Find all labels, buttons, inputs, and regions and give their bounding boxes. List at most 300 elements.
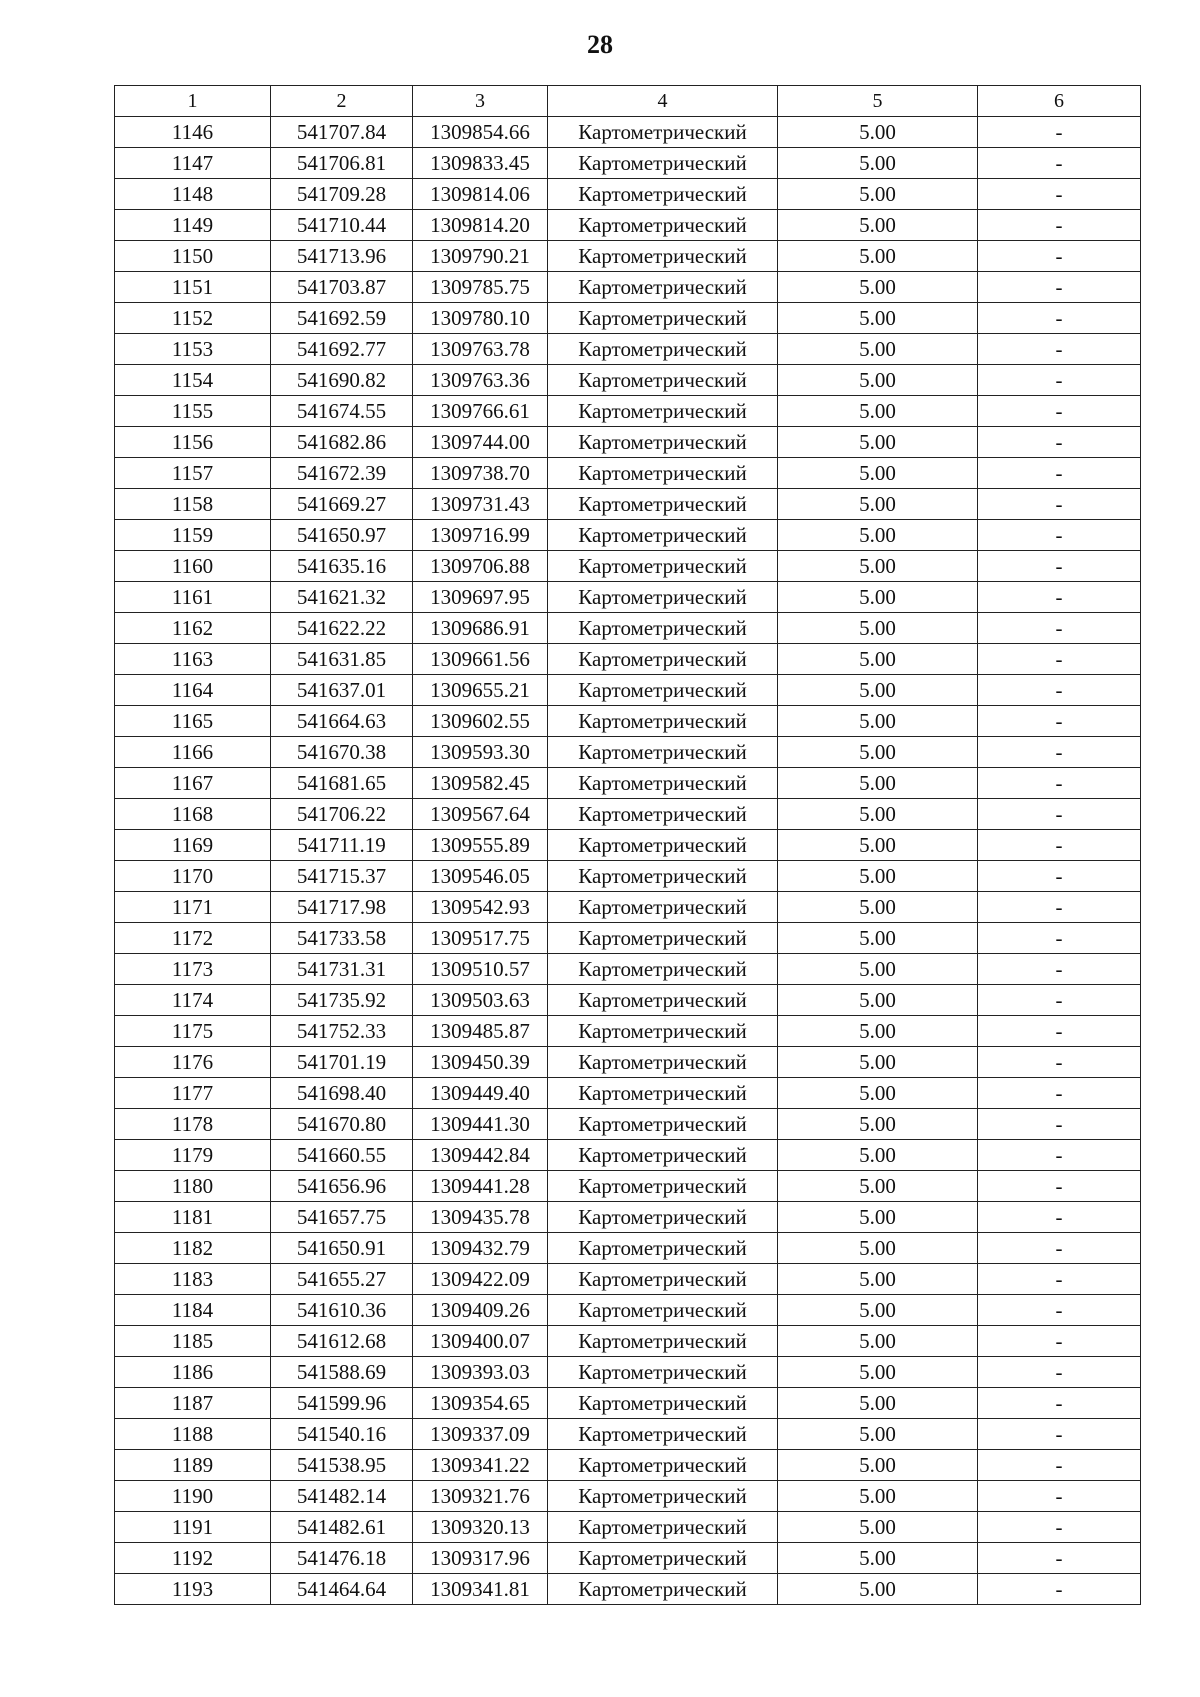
method-cell: Картометрический <box>548 334 778 365</box>
accuracy-cell: 5.00 <box>778 1543 978 1574</box>
point-number-cell: 1179 <box>115 1140 271 1171</box>
method-cell: Картометрический <box>548 737 778 768</box>
y-coordinate-cell: 1309567.64 <box>413 799 548 830</box>
x-coordinate-cell: 541476.18 <box>271 1543 413 1574</box>
method-cell: Картометрический <box>548 303 778 334</box>
note-cell: - <box>978 1388 1141 1419</box>
method-cell: Картометрический <box>548 1140 778 1171</box>
note-cell: - <box>978 613 1141 644</box>
accuracy-cell: 5.00 <box>778 241 978 272</box>
x-coordinate-cell: 541711.19 <box>271 830 413 861</box>
method-cell: Картометрический <box>548 520 778 551</box>
method-cell: Картометрический <box>548 489 778 520</box>
x-coordinate-cell: 541709.28 <box>271 179 413 210</box>
x-coordinate-cell: 541656.96 <box>271 1171 413 1202</box>
point-number-cell: 1171 <box>115 892 271 923</box>
y-coordinate-cell: 1309593.30 <box>413 737 548 768</box>
method-cell: Картометрический <box>548 1016 778 1047</box>
x-coordinate-cell: 541717.98 <box>271 892 413 923</box>
note-cell: - <box>978 334 1141 365</box>
y-coordinate-cell: 1309317.96 <box>413 1543 548 1574</box>
note-cell: - <box>978 458 1141 489</box>
accuracy-cell: 5.00 <box>778 706 978 737</box>
method-cell: Картометрический <box>548 179 778 210</box>
method-cell: Картометрический <box>548 117 778 148</box>
y-coordinate-cell: 1309766.61 <box>413 396 548 427</box>
table-row <box>115 241 1141 272</box>
note-cell: - <box>978 1295 1141 1326</box>
note-cell: - <box>978 861 1141 892</box>
header-cell-1: 1 <box>115 86 271 117</box>
note-cell: - <box>978 241 1141 272</box>
accuracy-cell: 5.00 <box>778 1512 978 1543</box>
x-coordinate-cell: 541621.32 <box>271 582 413 613</box>
table-row <box>115 1264 1141 1295</box>
point-number-cell: 1184 <box>115 1295 271 1326</box>
coordinates-table <box>114 85 1141 1605</box>
note-cell: - <box>978 520 1141 551</box>
x-coordinate-cell: 541682.86 <box>271 427 413 458</box>
table-row <box>115 1109 1141 1140</box>
accuracy-cell: 5.00 <box>778 1419 978 1450</box>
accuracy-cell: 5.00 <box>778 179 978 210</box>
x-coordinate-cell: 541610.36 <box>271 1295 413 1326</box>
table-row <box>115 272 1141 303</box>
point-number-cell: 1182 <box>115 1233 271 1264</box>
point-number-cell: 1172 <box>115 923 271 954</box>
x-coordinate-cell: 541655.27 <box>271 1264 413 1295</box>
header-cell-2: 2 <box>271 86 413 117</box>
y-coordinate-cell: 1309400.07 <box>413 1326 548 1357</box>
y-coordinate-cell: 1309655.21 <box>413 675 548 706</box>
accuracy-cell: 5.00 <box>778 303 978 334</box>
method-cell: Картометрический <box>548 1326 778 1357</box>
x-coordinate-cell: 541588.69 <box>271 1357 413 1388</box>
point-number-cell: 1162 <box>115 613 271 644</box>
point-number-cell: 1151 <box>115 272 271 303</box>
note-cell: - <box>978 1357 1141 1388</box>
table-row <box>115 1388 1141 1419</box>
accuracy-cell: 5.00 <box>778 148 978 179</box>
accuracy-cell: 5.00 <box>778 520 978 551</box>
point-number-cell: 1188 <box>115 1419 271 1450</box>
note-cell: - <box>978 985 1141 1016</box>
x-coordinate-cell: 541637.01 <box>271 675 413 706</box>
table-row <box>115 179 1141 210</box>
note-cell: - <box>978 1047 1141 1078</box>
accuracy-cell: 5.00 <box>778 737 978 768</box>
x-coordinate-cell: 541706.22 <box>271 799 413 830</box>
method-cell: Картометрический <box>548 458 778 489</box>
y-coordinate-cell: 1309517.75 <box>413 923 548 954</box>
x-coordinate-cell: 541670.38 <box>271 737 413 768</box>
table-row <box>115 210 1141 241</box>
method-cell: Картометрический <box>548 799 778 830</box>
table-row <box>115 334 1141 365</box>
method-cell: Картометрический <box>548 1233 778 1264</box>
accuracy-cell: 5.00 <box>778 1295 978 1326</box>
y-coordinate-cell: 1309435.78 <box>413 1202 548 1233</box>
y-coordinate-cell: 1309341.81 <box>413 1574 548 1605</box>
point-number-cell: 1193 <box>115 1574 271 1605</box>
table-row <box>115 892 1141 923</box>
y-coordinate-cell: 1309503.63 <box>413 985 548 1016</box>
point-number-cell: 1178 <box>115 1109 271 1140</box>
note-cell: - <box>978 1481 1141 1512</box>
y-coordinate-cell: 1309744.00 <box>413 427 548 458</box>
table-row <box>115 1233 1141 1264</box>
method-cell: Картометрический <box>548 1481 778 1512</box>
y-coordinate-cell: 1309442.84 <box>413 1140 548 1171</box>
method-cell: Картометрический <box>548 613 778 644</box>
table-row <box>115 1047 1141 1078</box>
header-row <box>115 86 1141 117</box>
table-row <box>115 427 1141 458</box>
point-number-cell: 1176 <box>115 1047 271 1078</box>
y-coordinate-cell: 1309432.79 <box>413 1233 548 1264</box>
table-row <box>115 458 1141 489</box>
accuracy-cell: 5.00 <box>778 892 978 923</box>
note-cell: - <box>978 1109 1141 1140</box>
accuracy-cell: 5.00 <box>778 675 978 706</box>
method-cell: Картометрический <box>548 365 778 396</box>
accuracy-cell: 5.00 <box>778 1481 978 1512</box>
x-coordinate-cell: 541650.97 <box>271 520 413 551</box>
x-coordinate-cell: 541752.33 <box>271 1016 413 1047</box>
accuracy-cell: 5.00 <box>778 1016 978 1047</box>
accuracy-cell: 5.00 <box>778 830 978 861</box>
note-cell: - <box>978 1078 1141 1109</box>
y-coordinate-cell: 1309716.99 <box>413 520 548 551</box>
accuracy-cell: 5.00 <box>778 1109 978 1140</box>
note-cell: - <box>978 644 1141 675</box>
note-cell: - <box>978 117 1141 148</box>
method-cell: Картометрический <box>548 1450 778 1481</box>
x-coordinate-cell: 541650.91 <box>271 1233 413 1264</box>
table-row <box>115 1357 1141 1388</box>
point-number-cell: 1156 <box>115 427 271 458</box>
x-coordinate-cell: 541612.68 <box>271 1326 413 1357</box>
method-cell: Картометрический <box>548 644 778 675</box>
y-coordinate-cell: 1309814.06 <box>413 179 548 210</box>
accuracy-cell: 5.00 <box>778 427 978 458</box>
note-cell: - <box>978 551 1141 582</box>
accuracy-cell: 5.00 <box>778 1171 978 1202</box>
x-coordinate-cell: 541482.14 <box>271 1481 413 1512</box>
point-number-cell: 1177 <box>115 1078 271 1109</box>
note-cell: - <box>978 582 1141 613</box>
method-cell: Картометрический <box>548 1388 778 1419</box>
note-cell: - <box>978 1450 1141 1481</box>
point-number-cell: 1170 <box>115 861 271 892</box>
y-coordinate-cell: 1309780.10 <box>413 303 548 334</box>
accuracy-cell: 5.00 <box>778 1202 978 1233</box>
x-coordinate-cell: 541538.95 <box>271 1450 413 1481</box>
method-cell: Картометрический <box>548 396 778 427</box>
method-cell: Картометрический <box>548 148 778 179</box>
accuracy-cell: 5.00 <box>778 954 978 985</box>
y-coordinate-cell: 1309485.87 <box>413 1016 548 1047</box>
y-coordinate-cell: 1309546.05 <box>413 861 548 892</box>
x-coordinate-cell: 541669.27 <box>271 489 413 520</box>
x-coordinate-cell: 541622.22 <box>271 613 413 644</box>
table-row <box>115 1326 1141 1357</box>
y-coordinate-cell: 1309409.26 <box>413 1295 548 1326</box>
note-cell: - <box>978 272 1141 303</box>
table-row <box>115 1171 1141 1202</box>
header-cell-5: 5 <box>778 86 978 117</box>
point-number-cell: 1160 <box>115 551 271 582</box>
y-coordinate-cell: 1309393.03 <box>413 1357 548 1388</box>
note-cell: - <box>978 923 1141 954</box>
accuracy-cell: 5.00 <box>778 861 978 892</box>
x-coordinate-cell: 541706.81 <box>271 148 413 179</box>
point-number-cell: 1169 <box>115 830 271 861</box>
table-row <box>115 520 1141 551</box>
note-cell: - <box>978 1171 1141 1202</box>
accuracy-cell: 5.00 <box>778 923 978 954</box>
table-row <box>115 396 1141 427</box>
point-number-cell: 1150 <box>115 241 271 272</box>
x-coordinate-cell: 541690.82 <box>271 365 413 396</box>
point-number-cell: 1163 <box>115 644 271 675</box>
method-cell: Картометрический <box>548 892 778 923</box>
point-number-cell: 1166 <box>115 737 271 768</box>
accuracy-cell: 5.00 <box>778 768 978 799</box>
x-coordinate-cell: 541670.80 <box>271 1109 413 1140</box>
table-row <box>115 582 1141 613</box>
note-cell: - <box>978 489 1141 520</box>
note-cell: - <box>978 1202 1141 1233</box>
accuracy-cell: 5.00 <box>778 613 978 644</box>
note-cell: - <box>978 799 1141 830</box>
y-coordinate-cell: 1309602.55 <box>413 706 548 737</box>
x-coordinate-cell: 541731.31 <box>271 954 413 985</box>
point-number-cell: 1157 <box>115 458 271 489</box>
x-coordinate-cell: 541692.77 <box>271 334 413 365</box>
table-row <box>115 1450 1141 1481</box>
accuracy-cell: 5.00 <box>778 117 978 148</box>
method-cell: Картометрический <box>548 830 778 861</box>
note-cell: - <box>978 1543 1141 1574</box>
note-cell: - <box>978 768 1141 799</box>
note-cell: - <box>978 706 1141 737</box>
y-coordinate-cell: 1309763.36 <box>413 365 548 396</box>
y-coordinate-cell: 1309661.56 <box>413 644 548 675</box>
note-cell: - <box>978 1326 1141 1357</box>
table-row <box>115 706 1141 737</box>
table-row <box>115 1295 1141 1326</box>
y-coordinate-cell: 1309854.66 <box>413 117 548 148</box>
y-coordinate-cell: 1309731.43 <box>413 489 548 520</box>
point-number-cell: 1175 <box>115 1016 271 1047</box>
method-cell: Картометрический <box>548 861 778 892</box>
x-coordinate-cell: 541701.19 <box>271 1047 413 1078</box>
method-cell: Картометрический <box>548 1357 778 1388</box>
note-cell: - <box>978 365 1141 396</box>
y-coordinate-cell: 1309833.45 <box>413 148 548 179</box>
table-row <box>115 1016 1141 1047</box>
accuracy-cell: 5.00 <box>778 1357 978 1388</box>
y-coordinate-cell: 1309697.95 <box>413 582 548 613</box>
table-row <box>115 365 1141 396</box>
table-row <box>115 644 1141 675</box>
point-number-cell: 1167 <box>115 768 271 799</box>
point-number-cell: 1185 <box>115 1326 271 1357</box>
accuracy-cell: 5.00 <box>778 1140 978 1171</box>
method-cell: Картометрический <box>548 954 778 985</box>
accuracy-cell: 5.00 <box>778 1388 978 1419</box>
point-number-cell: 1149 <box>115 210 271 241</box>
point-number-cell: 1181 <box>115 1202 271 1233</box>
table-row <box>115 1078 1141 1109</box>
accuracy-cell: 5.00 <box>778 1233 978 1264</box>
point-number-cell: 1146 <box>115 117 271 148</box>
y-coordinate-cell: 1309738.70 <box>413 458 548 489</box>
table-row <box>115 985 1141 1016</box>
method-cell: Картометрический <box>548 1109 778 1140</box>
point-number-cell: 1186 <box>115 1357 271 1388</box>
accuracy-cell: 5.00 <box>778 458 978 489</box>
y-coordinate-cell: 1309320.13 <box>413 1512 548 1543</box>
table-row <box>115 861 1141 892</box>
point-number-cell: 1155 <box>115 396 271 427</box>
table-row <box>115 954 1141 985</box>
method-cell: Картометрический <box>548 985 778 1016</box>
method-cell: Картометрический <box>548 582 778 613</box>
accuracy-cell: 5.00 <box>778 551 978 582</box>
note-cell: - <box>978 1233 1141 1264</box>
y-coordinate-cell: 1309321.76 <box>413 1481 548 1512</box>
accuracy-cell: 5.00 <box>778 985 978 1016</box>
x-coordinate-cell: 541707.84 <box>271 117 413 148</box>
accuracy-cell: 5.00 <box>778 489 978 520</box>
note-cell: - <box>978 1140 1141 1171</box>
point-number-cell: 1168 <box>115 799 271 830</box>
table-row <box>115 1543 1141 1574</box>
y-coordinate-cell: 1309763.78 <box>413 334 548 365</box>
note-cell: - <box>978 427 1141 458</box>
point-number-cell: 1153 <box>115 334 271 365</box>
x-coordinate-cell: 541482.61 <box>271 1512 413 1543</box>
method-cell: Картометрический <box>548 427 778 458</box>
table-row <box>115 830 1141 861</box>
header-cell-4: 4 <box>548 86 778 117</box>
table-row <box>115 737 1141 768</box>
point-number-cell: 1147 <box>115 148 271 179</box>
x-coordinate-cell: 541672.39 <box>271 458 413 489</box>
method-cell: Картометрический <box>548 1419 778 1450</box>
accuracy-cell: 5.00 <box>778 334 978 365</box>
method-cell: Картометрический <box>548 1295 778 1326</box>
note-cell: - <box>978 303 1141 334</box>
header-cell-3: 3 <box>413 86 548 117</box>
point-number-cell: 1183 <box>115 1264 271 1295</box>
note-cell: - <box>978 892 1141 923</box>
x-coordinate-cell: 541540.16 <box>271 1419 413 1450</box>
x-coordinate-cell: 541464.64 <box>271 1574 413 1605</box>
accuracy-cell: 5.00 <box>778 272 978 303</box>
method-cell: Картометрический <box>548 923 778 954</box>
method-cell: Картометрический <box>548 675 778 706</box>
x-coordinate-cell: 541664.63 <box>271 706 413 737</box>
note-cell: - <box>978 737 1141 768</box>
method-cell: Картометрический <box>548 241 778 272</box>
note-cell: - <box>978 179 1141 210</box>
x-coordinate-cell: 541657.75 <box>271 1202 413 1233</box>
x-coordinate-cell: 541599.96 <box>271 1388 413 1419</box>
y-coordinate-cell: 1309510.57 <box>413 954 548 985</box>
y-coordinate-cell: 1309441.30 <box>413 1109 548 1140</box>
note-cell: - <box>978 830 1141 861</box>
point-number-cell: 1152 <box>115 303 271 334</box>
accuracy-cell: 5.00 <box>778 1047 978 1078</box>
accuracy-cell: 5.00 <box>778 799 978 830</box>
accuracy-cell: 5.00 <box>778 644 978 675</box>
note-cell: - <box>978 1574 1141 1605</box>
y-coordinate-cell: 1309582.45 <box>413 768 548 799</box>
table-row <box>115 1202 1141 1233</box>
y-coordinate-cell: 1309441.28 <box>413 1171 548 1202</box>
point-number-cell: 1187 <box>115 1388 271 1419</box>
y-coordinate-cell: 1309449.40 <box>413 1078 548 1109</box>
x-coordinate-cell: 541660.55 <box>271 1140 413 1171</box>
method-cell: Картометрический <box>548 1543 778 1574</box>
method-cell: Картометрический <box>548 706 778 737</box>
accuracy-cell: 5.00 <box>778 210 978 241</box>
point-number-cell: 1148 <box>115 179 271 210</box>
y-coordinate-cell: 1309790.21 <box>413 241 548 272</box>
accuracy-cell: 5.00 <box>778 1574 978 1605</box>
accuracy-cell: 5.00 <box>778 396 978 427</box>
table-row <box>115 923 1141 954</box>
table-row <box>115 303 1141 334</box>
accuracy-cell: 5.00 <box>778 1450 978 1481</box>
y-coordinate-cell: 1309555.89 <box>413 830 548 861</box>
table-row <box>115 1481 1141 1512</box>
note-cell: - <box>978 1419 1141 1450</box>
table-row <box>115 1140 1141 1171</box>
accuracy-cell: 5.00 <box>778 1264 978 1295</box>
note-cell: - <box>978 1264 1141 1295</box>
x-coordinate-cell: 541674.55 <box>271 396 413 427</box>
y-coordinate-cell: 1309814.20 <box>413 210 548 241</box>
x-coordinate-cell: 541735.92 <box>271 985 413 1016</box>
accuracy-cell: 5.00 <box>778 582 978 613</box>
table-body <box>115 117 1141 1605</box>
table-row <box>115 613 1141 644</box>
x-coordinate-cell: 541681.65 <box>271 768 413 799</box>
point-number-cell: 1158 <box>115 489 271 520</box>
note-cell: - <box>978 148 1141 179</box>
page-number: 28 <box>587 30 613 59</box>
x-coordinate-cell: 541692.59 <box>271 303 413 334</box>
y-coordinate-cell: 1309706.88 <box>413 551 548 582</box>
point-number-cell: 1174 <box>115 985 271 1016</box>
y-coordinate-cell: 1309341.22 <box>413 1450 548 1481</box>
method-cell: Картометрический <box>548 1512 778 1543</box>
x-coordinate-cell: 541710.44 <box>271 210 413 241</box>
method-cell: Картометрический <box>548 1078 778 1109</box>
table-row <box>115 675 1141 706</box>
note-cell: - <box>978 954 1141 985</box>
header-cell-6: 6 <box>978 86 1141 117</box>
note-cell: - <box>978 396 1141 427</box>
method-cell: Картометрический <box>548 1574 778 1605</box>
table-row <box>115 799 1141 830</box>
x-coordinate-cell: 541713.96 <box>271 241 413 272</box>
note-cell: - <box>978 210 1141 241</box>
